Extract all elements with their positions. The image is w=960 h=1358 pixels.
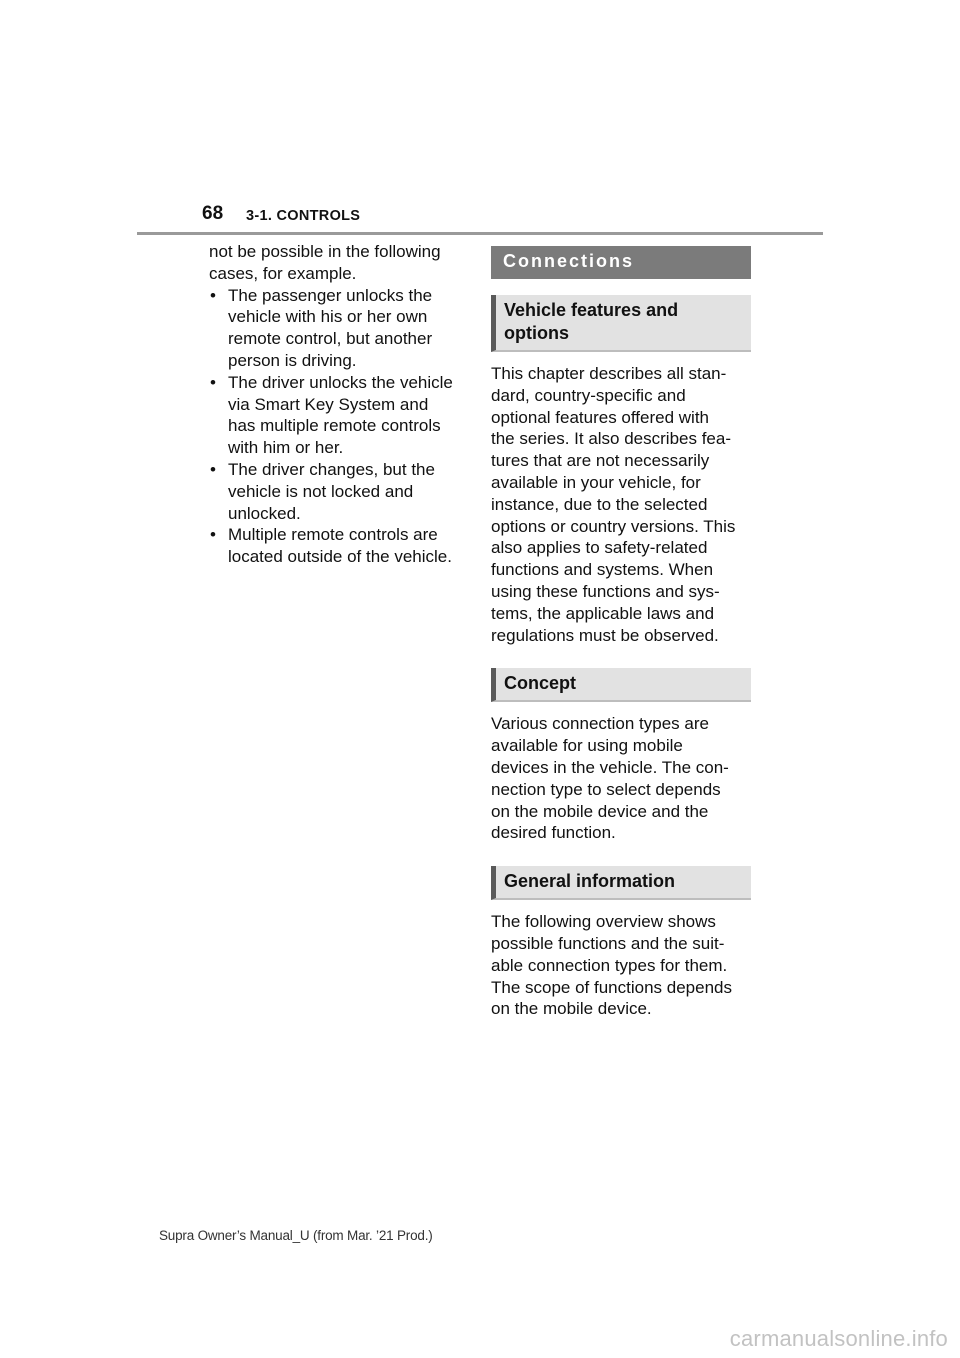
text-line: unlocked.: [228, 503, 301, 523]
bullet-list: [209, 285, 471, 568]
page-number: 68: [202, 203, 224, 224]
heading-line: Concept: [504, 673, 576, 694]
section-title: 3-1. CONTROLS: [246, 208, 361, 224]
text-line: The driver unlocks the vehicle: [228, 372, 453, 392]
bullet-item: [209, 459, 471, 524]
text-line: optional features offered with: [491, 407, 709, 427]
intro-paragraph: [209, 241, 471, 285]
text-line: via Smart Key System and: [228, 394, 429, 414]
text-line: on the mobile device and the: [491, 801, 709, 821]
general-information-heading: [491, 866, 751, 900]
text-line: remote control, but another: [228, 329, 433, 349]
text-line: functions and systems. When: [491, 560, 714, 580]
text-line: on the mobile device.: [491, 999, 652, 1019]
heading-line: options: [504, 323, 569, 343]
text-line: Multiple remote controls are: [228, 525, 438, 545]
general-information-paragraph: [491, 911, 751, 1020]
text-line: available for using mobile: [491, 736, 683, 756]
text-line: desired function.: [491, 823, 616, 843]
text-line: person is driving.: [228, 350, 357, 370]
text-line: options or country versions. This: [491, 516, 736, 536]
text-line: The scope of functions depends: [491, 977, 732, 997]
left-column: [209, 241, 471, 568]
watermark-text: carmanualsonline.info: [729, 1326, 948, 1351]
concept-paragraph: [491, 713, 751, 844]
text-line: vehicle with his or her own: [228, 307, 428, 327]
text-line: the series. It also describes fea-: [491, 429, 732, 449]
connections-heading: Connections: [491, 246, 751, 279]
text-line: Various connection types are: [491, 714, 709, 734]
text-line: The driver changes, but the: [228, 459, 435, 479]
header-divider: [137, 232, 823, 235]
text-line: nection type to select depends: [491, 779, 721, 799]
bullet-item: [209, 524, 471, 568]
text-line: tems, the applicable laws and: [491, 603, 715, 623]
text-line: has multiple remote controls: [228, 416, 441, 436]
concept-heading: [491, 668, 751, 702]
text-line: not be possible in the following: [209, 242, 441, 261]
text-line: available in your vehicle, for: [491, 472, 701, 492]
text-line: devices in the vehicle. The con-: [491, 757, 729, 777]
heading-line: Vehicle features and: [504, 300, 679, 320]
footer-text: Supra Owner’s Manual_U (from Mar. ’21 Prod.): [159, 1228, 433, 1243]
text-line: This chapter describes all stan-: [491, 364, 727, 383]
text-line: also applies to safety-related: [491, 538, 708, 558]
heading-line: General information: [504, 871, 676, 892]
text-line: The following overview shows: [491, 912, 716, 932]
text-line: tures that are not necessarily: [491, 451, 710, 471]
text-line: dard, country-specific and: [491, 385, 686, 405]
text-line: regulations must be observed.: [491, 625, 719, 645]
text-line: instance, due to the selected: [491, 494, 708, 514]
text-line: cases, for example.: [209, 263, 357, 283]
text-line: with him or her.: [228, 438, 344, 458]
bullet-item: [209, 372, 471, 459]
bullet-item: [209, 285, 471, 372]
vehicle-features-heading: [491, 295, 751, 352]
text-line: using these functions and sys-: [491, 581, 720, 601]
vehicle-features-paragraph: [491, 363, 751, 646]
text-line: possible functions and the suit-: [491, 933, 725, 953]
right-column: [491, 246, 751, 1020]
text-line: vehicle is not locked and: [228, 481, 414, 501]
text-line: able connection types for them.: [491, 955, 728, 975]
text-line: located outside of the vehicle.: [228, 547, 452, 567]
text-line: The passenger unlocks the: [228, 285, 433, 305]
